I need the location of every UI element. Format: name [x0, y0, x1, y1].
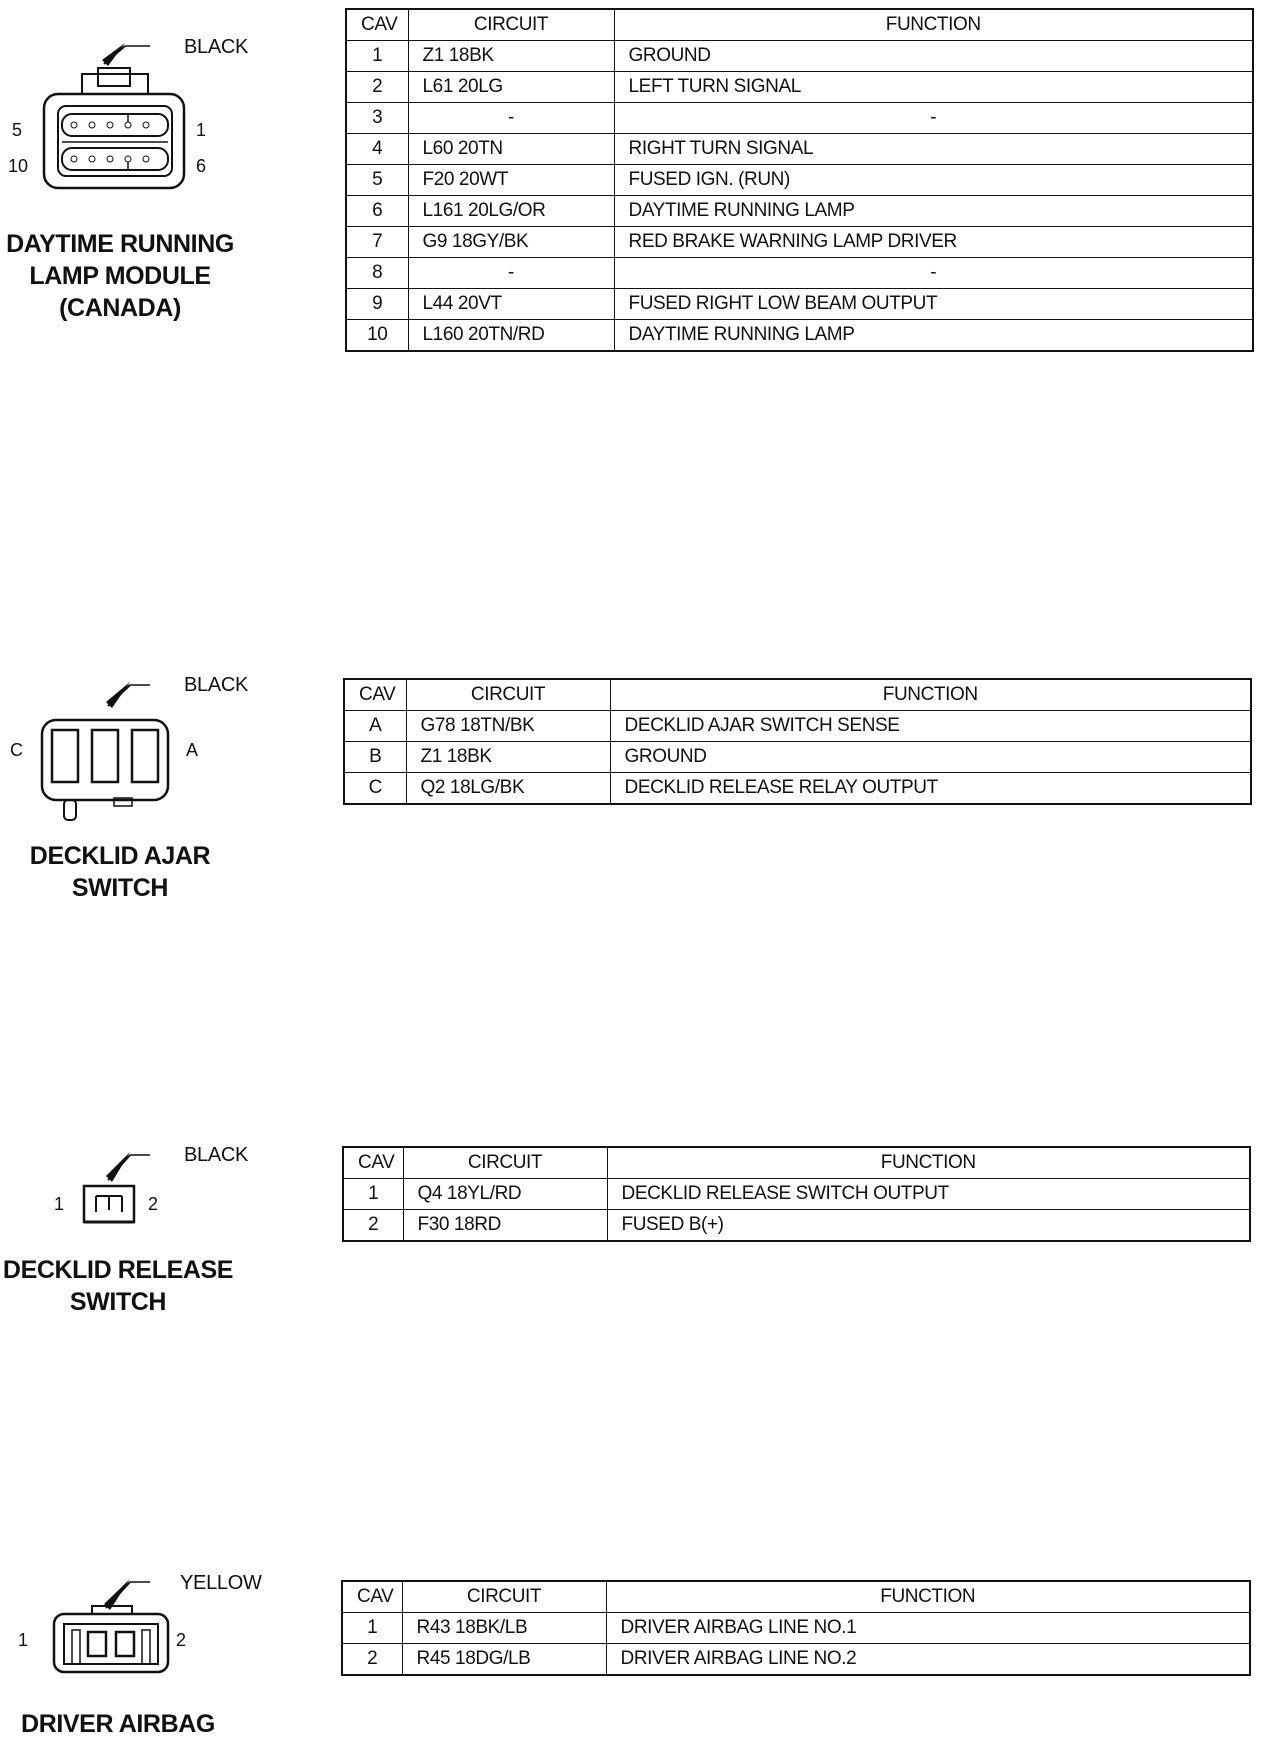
- cav-cell: 2: [342, 1644, 402, 1676]
- connector-color-label: BLACK: [184, 36, 249, 58]
- cav-cell: 10: [346, 320, 408, 352]
- circuit-cell: -: [408, 258, 614, 289]
- circuit-cell: F20 20WT: [408, 165, 614, 196]
- cav-cell: 6: [346, 196, 408, 227]
- circuit-cell: L60 20TN: [408, 134, 614, 165]
- circuit-cell: L44 20VT: [408, 289, 614, 320]
- function-cell: FUSED RIGHT LOW BEAM OUTPUT: [614, 289, 1253, 320]
- circuit-cell: R43 18BK/LB: [402, 1613, 606, 1644]
- pin-label: 2: [176, 1630, 187, 1650]
- pin-label: 10: [8, 156, 29, 176]
- function-cell: DRIVER AIRBAG LINE NO.1: [606, 1613, 1250, 1644]
- header-cav: CAV: [346, 9, 408, 41]
- title-line: DRIVER AIRBAG: [21, 1710, 215, 1738]
- function-cell: FUSED B(+): [607, 1210, 1250, 1242]
- connector-color-label: YELLOW: [180, 1572, 262, 1594]
- table-header-row: [343, 1147, 1250, 1179]
- table-row: [346, 289, 1253, 320]
- table-row: [346, 103, 1253, 134]
- connector-color-label: BLACK: [184, 1144, 249, 1166]
- section-title: [0, 228, 240, 324]
- table-row: [344, 711, 1251, 742]
- header-circuit: CIRCUIT: [402, 1581, 606, 1613]
- cav-cell: 2: [346, 72, 408, 103]
- function-cell: GROUND: [610, 742, 1251, 773]
- table-header-row: [344, 679, 1251, 711]
- function-cell: FUSED IGN. (RUN): [614, 165, 1253, 196]
- function-cell: LEFT TURN SIGNAL: [614, 72, 1253, 103]
- title-line: SWITCH: [71, 874, 169, 902]
- header-function: FUNCTION: [610, 679, 1251, 711]
- title-line: DAYTIME RUNNING: [6, 230, 234, 258]
- header-function: FUNCTION: [607, 1147, 1250, 1179]
- header-function: FUNCTION: [606, 1581, 1250, 1613]
- table-row: [343, 1179, 1250, 1210]
- pin-label: 1: [196, 120, 207, 140]
- function-cell: RED BRAKE WARNING LAMP DRIVER: [614, 227, 1253, 258]
- table-row: [346, 258, 1253, 289]
- cav-cell: 1: [343, 1179, 403, 1210]
- table-header-row: [346, 9, 1253, 41]
- cav-cell: C: [344, 773, 406, 805]
- connector-diagram: [0, 1568, 300, 1678]
- function-cell: DRIVER AIRBAG LINE NO.2: [606, 1644, 1250, 1676]
- section-title: [0, 1254, 236, 1318]
- table-row: [344, 742, 1251, 773]
- title-line: (CANADA): [59, 294, 181, 322]
- pin-label: 5: [12, 120, 23, 140]
- circuit-cell: Q2 18LG/BK: [406, 773, 610, 805]
- connector-diagram: [0, 1130, 300, 1250]
- circuit-cell: G78 18TN/BK: [406, 711, 610, 742]
- title-line: SWITCH: [69, 1288, 167, 1316]
- function-cell: DECKLID AJAR SWITCH SENSE: [610, 711, 1251, 742]
- circuit-cell: L61 20LG: [408, 72, 614, 103]
- table-row: [343, 1210, 1250, 1242]
- cav-cell: 3: [346, 103, 408, 134]
- table-row: [346, 72, 1253, 103]
- circuit-cell: R45 18DG/LB: [402, 1644, 606, 1676]
- cav-cell: 5: [346, 165, 408, 196]
- circuit-cell: G9 18GY/BK: [408, 227, 614, 258]
- pin-table: [345, 8, 1254, 352]
- table-row: [346, 165, 1253, 196]
- pin-label: A: [186, 740, 199, 760]
- pin-table: [341, 1580, 1251, 1676]
- circuit-cell: L161 20LG/OR: [408, 196, 614, 227]
- header-circuit: CIRCUIT: [406, 679, 610, 711]
- pin-table: [343, 678, 1252, 805]
- table-row: [342, 1613, 1250, 1644]
- connector-diagram: [0, 660, 300, 820]
- section-title: [0, 840, 240, 904]
- pin-label: 1: [54, 1194, 65, 1214]
- pin-table: [342, 1146, 1251, 1242]
- function-cell: -: [614, 258, 1253, 289]
- function-cell: RIGHT TURN SIGNAL: [614, 134, 1253, 165]
- circuit-cell: L160 20TN/RD: [408, 320, 614, 352]
- table-row: [346, 196, 1253, 227]
- header-circuit: CIRCUIT: [403, 1147, 607, 1179]
- cav-cell: 2: [343, 1210, 403, 1242]
- circuit-cell: F30 18RD: [403, 1210, 607, 1242]
- cav-cell: 1: [342, 1613, 402, 1644]
- connector-2-pin-icon: [0, 1130, 300, 1250]
- cav-cell: 4: [346, 134, 408, 165]
- header-cav: CAV: [342, 1581, 402, 1613]
- connector-color-label: BLACK: [184, 674, 249, 696]
- connector-3-cavity-icon: [0, 660, 300, 820]
- title-line: DECKLID RELEASE: [2, 1256, 234, 1284]
- circuit-cell: Q4 18YL/RD: [403, 1179, 607, 1210]
- pin-label: 2: [148, 1194, 159, 1214]
- circuit-cell: Z1 18BK: [408, 41, 614, 72]
- pin-label: 1: [18, 1630, 29, 1650]
- table-row: [346, 41, 1253, 72]
- function-cell: DAYTIME RUNNING LAMP: [614, 196, 1253, 227]
- function-cell: DECKLID RELEASE SWITCH OUTPUT: [607, 1179, 1250, 1210]
- cav-cell: A: [344, 711, 406, 742]
- pin-label: 6: [196, 156, 207, 176]
- table-row: [346, 134, 1253, 165]
- table-row: [342, 1644, 1250, 1676]
- function-cell: GROUND: [614, 41, 1253, 72]
- function-cell: DECKLID RELEASE RELAY OUTPUT: [610, 773, 1251, 805]
- title-line: DECKLID AJAR: [29, 842, 211, 870]
- table-header-row: [342, 1581, 1250, 1613]
- cav-cell: 8: [346, 258, 408, 289]
- function-cell: -: [614, 103, 1253, 134]
- table-row: [346, 320, 1253, 352]
- header-circuit: CIRCUIT: [408, 9, 614, 41]
- section-title: [0, 1708, 236, 1740]
- circuit-cell: Z1 18BK: [406, 742, 610, 773]
- table-row: [346, 227, 1253, 258]
- cav-cell: 1: [346, 41, 408, 72]
- connector-10-pin-icon: [0, 0, 300, 200]
- function-cell: DAYTIME RUNNING LAMP: [614, 320, 1253, 352]
- header-cav: CAV: [344, 679, 406, 711]
- header-function: FUNCTION: [614, 9, 1253, 41]
- pin-label: C: [10, 740, 23, 760]
- cav-cell: 7: [346, 227, 408, 258]
- connector-diagram: [0, 0, 300, 200]
- cav-cell: 9: [346, 289, 408, 320]
- cav-cell: B: [344, 742, 406, 773]
- title-line: LAMP MODULE: [29, 262, 211, 290]
- table-row: [344, 773, 1251, 805]
- circuit-cell: -: [408, 103, 614, 134]
- header-cav: CAV: [343, 1147, 403, 1179]
